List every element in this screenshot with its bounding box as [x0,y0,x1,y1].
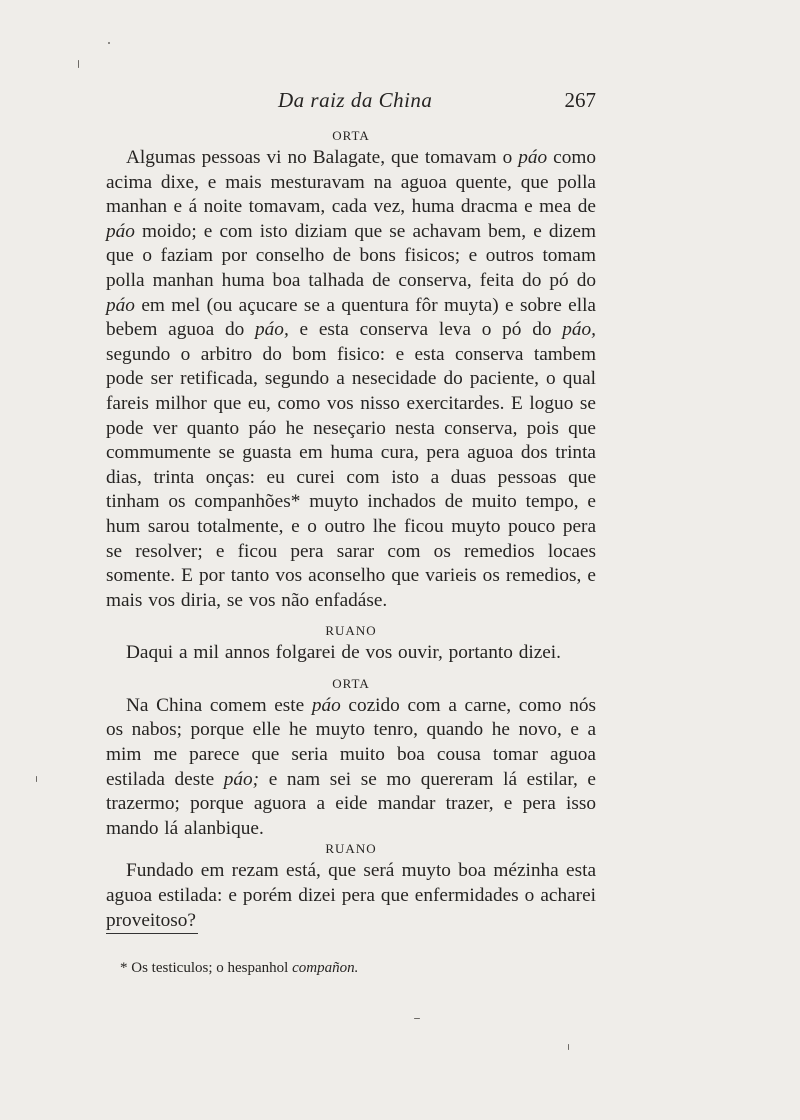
page-header [106,88,596,118]
paper-speck [108,42,110,44]
paper-speck [78,60,79,68]
dialogue-paragraph [106,859,596,933]
dialogue-paragraph [106,641,596,666]
text-run: e nam sei se mo quereram lá estilar, e trazermo; porque aguora a eide mandar trazer, e pera isso mando lá alanbique. [106,768,596,839]
text-run: Na China comem este [126,694,312,716]
text-run: e esta conserva leva o pó do [288,319,563,341]
dialogue-text [106,128,596,933]
text-run: cozido com a carne, como nós os nabos; porque elle he muyto tenro, quando he novo, e a mim me parece que seria muito boa cousa tomar aguoa estilada deste [106,694,596,790]
paper-speck [414,1018,420,1019]
footnote [120,960,358,977]
italic-term: páo [106,220,135,242]
italic-term: páo; [223,768,260,790]
paper-speck [36,776,37,782]
text-run: como acima dixe, e mais mesturavam na aguoa quente, que polla manhan e á noite tomavam, cada vez, huma dracma e mea de [106,147,596,218]
text-run: Daqui a mil annos folgarei de vos ouvir, portanto dizei. [126,642,561,664]
paper-speck [568,1044,569,1050]
speaker-label: RUANO [325,841,377,857]
speaker-label: RUANO [325,623,377,639]
text-run: Algumas pessoas vi no Balagate, que tomavam o [126,147,519,168]
text-run: Fundado em rezam está, que será muyto boa mézinha esta aguoa estilada: e porém dizei pera que enfermidades o acharei proveitoso? [106,860,596,931]
text-run: * Os testiculos; o hespanhol [120,960,293,976]
italic-term: páo, [562,319,596,341]
dialogue-paragraph [106,146,596,613]
italic-term: páo [311,694,341,716]
italic-term: páo [106,294,135,316]
italic-term: compañon. [292,960,359,976]
footnote-rule [106,933,198,934]
italic-term: páo, [255,319,289,341]
running-title: Da raiz da China [278,88,433,112]
speaker-label: ORTA [332,128,370,143]
text-run: segundo o arbitro do bom fisico: e esta conserva tambem pode ser retificada, segundo a nesecidade do paciente, o qual fareis milhor que eu, como vos nisso exercitardes. E loguo se pode ver quanto páo he neseçario nesta conserva, pois que commumente se guasta em huma cura, pera aguoa dos trinta dias, trinta onças: eu curei com isto a duas pessoas que tinham os companhões* muyto inchados de muito tempo, e hum sarou totalmente, e o outro lhe ficou muyto pouco pera se resolver; e ficou pera sarar com os remedios locaes somente. E por tanto vos aconselho que varieis os remedios, e mais vos diria, se vos não enfadáse. [106,343,596,611]
italic-term: páo [518,147,548,168]
text-run: em mel (ou açucare se a quentura fôr muyta) e sobre ella bebem aguoa do [106,294,596,341]
speaker-label: ORTA [332,675,370,691]
page-number: 267 [564,88,596,112]
text-run: moido; e com isto diziam que se achavam bem, e dizem que o faziam por conselho de bons fisicos; e outros tomam polla manhan huma boa talhada de conserva, feita do pó do [106,220,596,291]
dialogue-paragraph [106,694,596,842]
